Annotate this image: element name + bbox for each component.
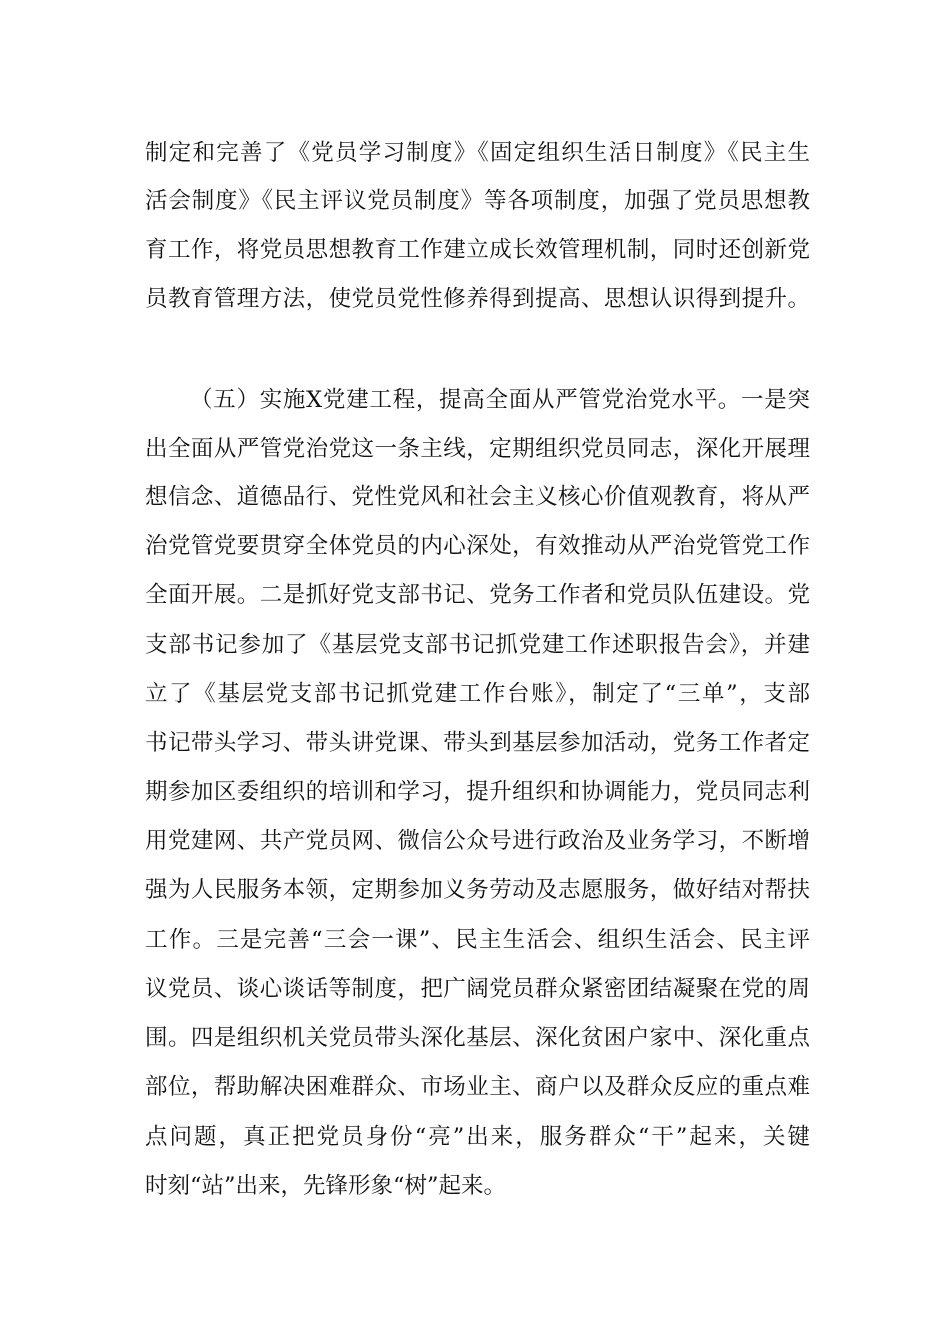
text-line: 期参加区委组织的培训和学习，提升组织和协调能力，党员同志利: [145, 779, 810, 805]
text-line: 议党员、谈心谈话等制度，把广阔党员群众紧密团结凝聚在党的周: [145, 976, 810, 1002]
text-line: 全面开展。二是抓好党支部书记、党务工作者和党员队伍建设。党: [145, 582, 810, 608]
text-line: 想信念、道德品行、党性党风和社会主义核心价值观教育，将从严: [145, 484, 810, 510]
text-line: 围。四是组织机关党员带头深化基层、深化贫困户家中、深化重点: [145, 1025, 810, 1051]
text-line: 点问题，真正把党员身份“亮”出来，服务群众“干”起来，关键: [145, 1124, 810, 1150]
text-line: 制定和完善了《党员学习制度》《固定组织生活日制度》《民主生: [145, 140, 810, 166]
text-line: 强为人民服务本领，定期参加义务劳动及志愿服务，做好结对帮扶: [145, 877, 810, 903]
paragraph-heading-line: （五）实施X党建工程，提高全面从严管党治党水平。一是突: [190, 387, 810, 413]
text-line: 出全面从严管党治党这一条主线，定期组织党员同志，深化开展理: [145, 436, 810, 462]
text-line: 育工作，将党员思想教育工作建立成长效管理机制，同时还创新党: [145, 237, 810, 263]
text-line: 活会制度》《民主评议党员制度》等各项制度，加强了党员思想教: [145, 188, 810, 214]
text-line: 立了《基层党支部书记抓党建工作台账》，制定了“三单”，支部: [145, 681, 810, 707]
text-line: 书记带头学习、带头讲党课、带头到基层参加活动，党务工作者定: [145, 730, 810, 756]
text-line-last: 时刻“站”出来，先锋形象“树”起来。: [145, 1173, 507, 1199]
text-line: 工作。三是完善“三会一课”、民主生活会、组织生活会、民主评: [145, 927, 810, 953]
text-line: 用党建网、共产党员网、微信公众号进行政治及业务学习，不断增: [145, 828, 810, 854]
text-line: 支部书记参加了《基层党支部书记抓党建工作述职报告会》，并建: [145, 632, 810, 658]
text-line: 员教育管理方法，使党员党性修养得到提高、思想认识得到提升。: [145, 286, 810, 312]
text-line: 部位，帮助解决困难群众、市场业主、商户以及群众反应的重点难: [145, 1074, 810, 1100]
text-line: 治党管党要贯穿全体党员的内心深处，有效推动从严治党管党工作: [145, 533, 810, 559]
